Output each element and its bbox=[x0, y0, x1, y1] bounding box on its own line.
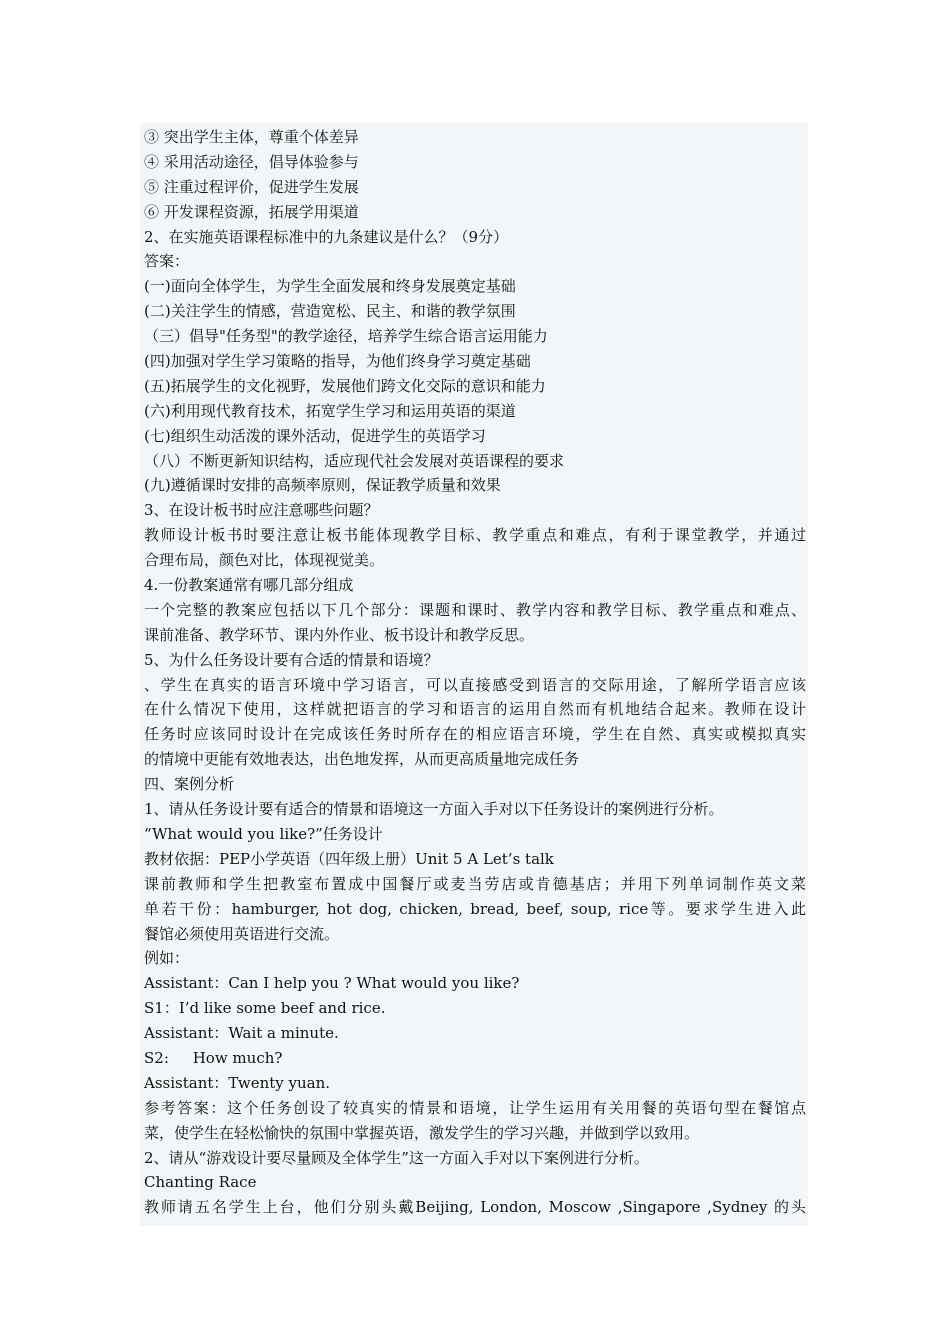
dialogue-line: S1：I’d like some beef and rice. bbox=[144, 999, 386, 1018]
question-heading: 2、在实施英语课程标准中的九条建议是什么？（9分） bbox=[144, 227, 509, 246]
text-line: 参考答案：这个任务创设了较真实的情景和语境，让学生运用有关用餐的英语句型在餐馆点 bbox=[144, 1098, 806, 1117]
text-line: ③ 突出学生主体，尊重个体差异 bbox=[144, 128, 359, 146]
section-heading: 四、案例分析 bbox=[144, 775, 235, 794]
document-text-block bbox=[140, 123, 808, 1226]
dialogue-line: S2: How much? bbox=[144, 1048, 283, 1067]
text-line: 的情境中更能有效地表达，出色地发挥，从而更高质量地完成任务 bbox=[144, 750, 580, 769]
text-line: (六)利用现代教育技术，拓宽学生学习和运用英语的渠道 bbox=[144, 401, 516, 420]
task-title: “What would you like?”任务设计 bbox=[144, 824, 383, 843]
text-line: (一)面向全体学生，为学生全面发展和终身发展奠定基础 bbox=[144, 277, 516, 296]
question-heading: 3、在设计板书时应注意哪些问题？ bbox=[144, 501, 379, 520]
text-line: 任务时应该同时设计在完成该任务时所存在的相应语言环境，学生在自然、真实或模拟真实 bbox=[144, 725, 806, 744]
text-line: 、学生在真实的语言环境中学习语言，可以直接感受到语言的交际用途，了解所学语言应该 bbox=[144, 675, 806, 694]
text-line: 例如： bbox=[144, 949, 190, 968]
text-line: (二)关注学生的情感，营造宽松、民主、和谐的教学氛围 bbox=[144, 302, 516, 321]
text-line: (四)加强对学生学习策略的指导，为他们终身学习奠定基础 bbox=[144, 352, 531, 371]
dialogue-line: Assistant：Twenty yuan. bbox=[144, 1073, 331, 1092]
text-line: (九)遵循课时安排的高频率原则，保证教学质量和效果 bbox=[144, 476, 501, 495]
answer-label: 答案： bbox=[144, 252, 190, 271]
text-line: 教师请五名学生上台，他们分别头戴Beijing, London, Moscow ,Singapore ,Sydney 的头 bbox=[144, 1198, 806, 1217]
question-heading: 1、请从任务设计要有适合的情景和语境这一方面入手对以下任务设计的案例进行分析。 bbox=[144, 800, 724, 819]
text-line: 合理布局，颜色对比，体现视觉美。 bbox=[144, 551, 385, 570]
text-line: ⑤ 注重过程评价，促进学生发展 bbox=[144, 177, 359, 196]
text-line: 单若干份：hamburger, hot dog, chicken, bread, beef, soup, rice等。要求学生进入此 bbox=[144, 899, 806, 918]
text-line: （八）不断更新知识结构，适应现代社会发展对英语课程的要求 bbox=[144, 451, 565, 470]
question-heading: 2、请从“游戏设计要尽量顾及全体学生”这一方面入手对以下案例进行分析。 bbox=[144, 1148, 649, 1167]
text-line: 教材依据：PEP小学英语（四年级上册）Unit 5 A Let’s talk bbox=[144, 849, 554, 868]
text-line: （三）倡导"任务型"的教学途径，培养学生综合语言运用能力 bbox=[144, 327, 548, 346]
text-line: (七)组织生动活泼的课外活动，促进学生的英语学习 bbox=[144, 426, 486, 445]
question-heading: 5、为什么任务设计要有合适的情景和语境？ bbox=[144, 650, 439, 669]
question-heading: 4.一份教案通常有哪几部分组成 bbox=[144, 576, 354, 595]
text-line: 课前准备、教学环节、课内外作业、板书设计和教学反思。 bbox=[144, 625, 535, 644]
text-line: ⑥ 开发课程资源，拓展学用渠道 bbox=[144, 202, 359, 221]
text-line: 在什么情况下使用，这样就把语言的学习和语言的运用自然而有机地结合起来。教师在设计 bbox=[144, 700, 806, 719]
text-line: 课前教师和学生把教室布置成中国餐厅或麦当劳店或肯德基店；并用下列单词制作英文菜 bbox=[144, 874, 806, 893]
text-line: 教师设计板书时要注意让板书能体现教学目标、教学重点和难点，有利于课堂教学，并通过 bbox=[144, 526, 806, 545]
dialogue-line: Assistant：Can I help you ? What would you like? bbox=[144, 974, 520, 993]
text-line: 菜，使学生在轻松愉快的氛围中掌握英语，激发学生的学习兴趣，并做到学以致用。 bbox=[144, 1123, 700, 1142]
text-line: (五)拓展学生的文化视野，发展他们跨文化交际的意识和能力 bbox=[144, 376, 546, 395]
text-line: ④ 采用活动途径，倡导体验参与 bbox=[144, 152, 359, 171]
game-title: Chanting Race bbox=[144, 1173, 257, 1192]
text-line: 餐馆必须使用英语进行交流。 bbox=[144, 924, 340, 943]
dialogue-line: Assistant：Wait a minute. bbox=[144, 1024, 339, 1043]
text-line: 一个完整的教案应包括以下几个部分：课题和课时、教学内容和教学目标、教学重点和难点、 bbox=[144, 600, 806, 619]
